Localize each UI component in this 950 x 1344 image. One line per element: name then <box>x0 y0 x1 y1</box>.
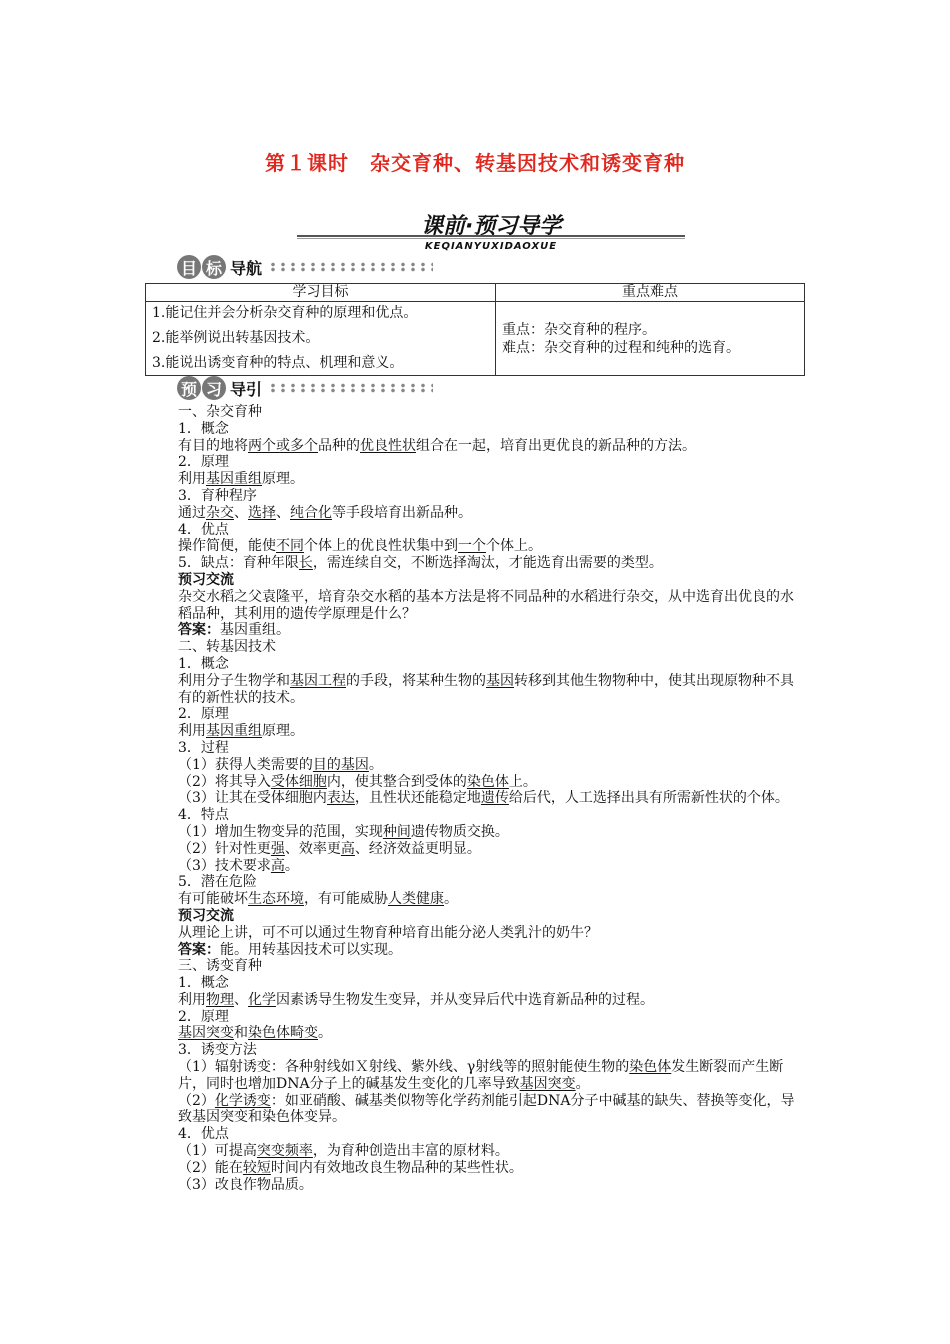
section-heading: 三、诱变育种 <box>178 958 262 975</box>
answer-blank: 选择 <box>248 504 276 521</box>
section-banner <box>297 207 685 255</box>
section-heading: 二、转基因技术 <box>178 639 276 656</box>
answer-blank: 染色体 <box>466 773 509 790</box>
key-point: 重点：杂交育种的程序。 <box>502 321 656 338</box>
text: ，有可能威胁 <box>304 891 388 908</box>
answer-blank: 人类健康 <box>388 891 444 908</box>
text: （1）辐射诱变：各种射线如Ｘ射线、紫外线、γ射线等的照射能使生物的 <box>178 1059 630 1076</box>
answer-blank: 基因重组 <box>206 723 262 740</box>
sub-heading: 3．育种程序 <box>178 487 257 504</box>
answer-blank: 受体细胞 <box>270 773 327 790</box>
paragraph <box>178 555 806 572</box>
text: 利用 <box>178 991 206 1008</box>
text: （2）能在 <box>178 1159 243 1176</box>
text: 。 <box>575 1075 590 1092</box>
text: （1）可提高 <box>178 1143 257 1160</box>
sub-heading: 5．潜在危险 <box>178 874 257 891</box>
text: 个体上。 <box>486 538 542 555</box>
paragraph: （3）改良作物品质。 <box>178 1176 313 1193</box>
preview-guide-badge <box>177 376 433 400</box>
text: 品种的 <box>318 437 360 454</box>
answer-blank: 化学诱变 <box>214 1092 271 1109</box>
answer <box>178 942 806 959</box>
goal-item: 2.能举例说出转基因技术。 <box>152 330 320 346</box>
answer-blank: 基因工程 <box>290 672 346 689</box>
answer-blank: 表达 <box>326 790 355 807</box>
text: 给后代，人工选择出具有所需新性状的个体。 <box>508 790 789 807</box>
text: 、 <box>276 504 290 521</box>
answer-label: 答案： <box>178 622 220 639</box>
section-heading: 一、杂交育种 <box>178 404 262 420</box>
paragraph <box>178 824 806 841</box>
text: 、经济效益更明显。 <box>354 840 481 857</box>
text: 的手段，将某种生物的 <box>346 672 486 689</box>
answer-blank: 染色体畸变 <box>248 1025 318 1042</box>
text: （3）技术要求 <box>178 857 271 874</box>
sub-heading: 4．优点 <box>178 1126 229 1143</box>
text: 、 <box>234 504 248 521</box>
content-body <box>178 404 806 1193</box>
text: 发生断裂而产生断片，同时也增加DNA分子上的碱基发生变化的几率导致 <box>178 1059 784 1092</box>
text: 遗传物质交换。 <box>410 823 509 840</box>
paragraph <box>178 790 806 807</box>
answer-blank: 目的基因 <box>312 756 369 773</box>
goals-nav-badge <box>177 255 433 279</box>
badge-char: 习 <box>202 376 226 400</box>
sub-heading: 3．过程 <box>178 739 229 756</box>
answer-blank: 不同 <box>276 538 304 555</box>
dotted-divider <box>268 262 433 272</box>
text: 等手段培育出新品种。 <box>332 504 472 521</box>
page-title: 第１课时 杂交育种、转基因技术和诱变育种 <box>265 151 685 175</box>
text: 时间内有效地改良生物品种的某些性状。 <box>270 1159 523 1176</box>
sub-heading: 1．概念 <box>178 655 229 672</box>
exchange-heading: 预习交流 <box>178 907 234 924</box>
paragraph <box>178 673 806 707</box>
table-header: 学习目标 <box>146 284 496 302</box>
text: （2）针对性更 <box>178 840 271 857</box>
text: 。 <box>284 857 299 874</box>
text: 操作简便，能使 <box>178 538 276 555</box>
answer-label: 答案： <box>178 941 220 958</box>
goal-item: 3.能说出诱变育种的特点、机理和意义。 <box>152 355 404 371</box>
text: ，需连续自交，不断选择淘汰，才能选育出需要的类型。 <box>312 555 663 572</box>
answer-blank: 长 <box>298 555 313 572</box>
paragraph <box>178 1059 806 1093</box>
sub-heading: 2．原理 <box>178 454 229 471</box>
answer-blank: 化学 <box>248 991 276 1008</box>
text: 原理。 <box>262 471 304 488</box>
answer-blank: 杂交 <box>206 504 234 521</box>
text: 5．缺点：育种年限 <box>178 555 299 572</box>
answer-text: 基因重组。 <box>220 622 290 639</box>
paragraph <box>178 505 806 522</box>
answer-blank: 基因 <box>486 672 514 689</box>
goals-table <box>145 283 805 376</box>
sub-heading: 3．诱变方法 <box>178 1042 257 1059</box>
answer-blank: 高 <box>340 840 355 857</box>
text: 。 <box>444 891 458 908</box>
question: 从理论上讲，可不可以通过生物育种培育出能分泌人类乳汁的奶牛？ <box>178 924 598 941</box>
badge-text: 导引 <box>230 379 263 399</box>
text: 有目的地将 <box>178 437 248 454</box>
text: 、 <box>234 991 248 1008</box>
badge-text: 导航 <box>230 258 263 278</box>
badge-char: 预 <box>177 376 201 400</box>
text: 通过 <box>178 504 206 521</box>
answer <box>178 622 806 639</box>
banner-rule-thin <box>297 238 685 239</box>
text: 转移到其他生物物种中，使其出现原物种不具有的新性状的技术。 <box>178 672 794 706</box>
badge-char: 标 <box>202 255 226 279</box>
paragraph <box>178 858 806 875</box>
answer-blank: 优良性状 <box>360 437 416 454</box>
text: （3）让其在受体细胞内 <box>178 790 327 807</box>
answer-blank: 染色体 <box>629 1059 672 1076</box>
sub-heading: 2．原理 <box>178 1008 229 1025</box>
text: （1）增加生物变异的范围，实现 <box>178 823 383 840</box>
dotted-divider <box>268 383 433 393</box>
paragraph <box>178 992 806 1009</box>
text: ，且性状还能稳定地 <box>354 790 481 807</box>
text: 、效率更 <box>284 840 341 857</box>
text: 因素诱导生物发生变异，并从变异后代中选育新品种的过程。 <box>276 991 654 1008</box>
paragraph <box>178 1025 806 1042</box>
text: ，为育种创造出丰富的原材料。 <box>312 1143 509 1160</box>
text: （1）获得人类需要的 <box>178 756 313 773</box>
text: 组合在一起，培育出更优良的新品种的方法。 <box>416 437 696 454</box>
answer-blank: 高 <box>270 857 285 874</box>
text: ：如亚硝酸、碱基类似物等化学药剂能引起DNA分子中碱基的缺失、替换等变化，导致基因突变和染色体变异。 <box>178 1092 795 1126</box>
paragraph <box>178 723 806 740</box>
answer-blank: 突变频率 <box>256 1143 313 1160</box>
text: （2） <box>178 1092 215 1109</box>
answer-text: 能。用转基因技术可以实现。 <box>220 941 402 958</box>
text: 上。 <box>508 773 537 790</box>
answer-blank: 强 <box>270 840 285 857</box>
goal-item: 1.能记住并会分析杂交育种的原理和优点。 <box>152 305 418 321</box>
text: 利用分子生物学和 <box>178 672 290 689</box>
answer-blank: 生态环境 <box>248 891 304 908</box>
answer-blank: 较短 <box>242 1159 271 1176</box>
sub-heading: 4．优点 <box>178 521 229 538</box>
text: 有可能破坏 <box>178 891 248 908</box>
paragraph <box>178 757 806 774</box>
paragraph <box>178 438 806 455</box>
text: 原理。 <box>262 723 304 740</box>
table-header: 重点难点 <box>496 284 805 302</box>
paragraph <box>178 1160 806 1177</box>
answer-blank: 基因突变 <box>178 1025 234 1042</box>
text: 个体上的优良性状集中到 <box>304 538 458 555</box>
text: （2）将其导入 <box>178 773 271 790</box>
answer-blank: 一个 <box>458 538 486 555</box>
sub-heading: 4．特点 <box>178 807 229 824</box>
answer-blank: 种间 <box>382 823 411 840</box>
answer-blank: 物理 <box>206 991 234 1008</box>
answer-blank: 遗传 <box>480 790 509 807</box>
text: 和 <box>234 1025 248 1042</box>
paragraph <box>178 1093 806 1127</box>
answer-blank: 基因重组 <box>206 471 262 488</box>
text: 内，使其整合到受体的 <box>326 773 467 790</box>
paragraph <box>178 891 806 908</box>
exchange-heading: 预习交流 <box>178 571 234 588</box>
paragraph <box>178 1143 806 1160</box>
paragraph <box>178 841 806 858</box>
paragraph <box>178 774 806 791</box>
difficulty-point: 难点：杂交育种的过程和纯种的选育。 <box>502 339 740 356</box>
paragraph <box>178 538 806 555</box>
sub-heading: 1．概念 <box>178 420 229 437</box>
question: 杂交水稻之父袁隆平，培育杂交水稻的基本方法是将不同品种的水稻进行杂交，从中选育出优良的水稻品种，其利用的遗传学原理是什么？ <box>178 588 794 622</box>
banner-heading: 课前·预习导学 <box>421 214 562 239</box>
answer-blank: 两个或多个 <box>248 437 318 454</box>
text: 。 <box>318 1025 332 1042</box>
text: 利用 <box>178 471 206 488</box>
banner-rule <box>297 235 685 237</box>
answer-blank: 基因突变 <box>519 1075 576 1092</box>
sub-heading: 2．原理 <box>178 706 229 723</box>
sub-heading: 1．概念 <box>178 975 229 992</box>
banner-subtitle: KEQIANYUXIDAOXUE <box>424 241 558 252</box>
text: 利用 <box>178 723 206 740</box>
badge-char: 目 <box>177 255 201 279</box>
text: 。 <box>368 756 383 773</box>
answer-blank: 纯合化 <box>290 504 332 521</box>
paragraph <box>178 471 806 488</box>
